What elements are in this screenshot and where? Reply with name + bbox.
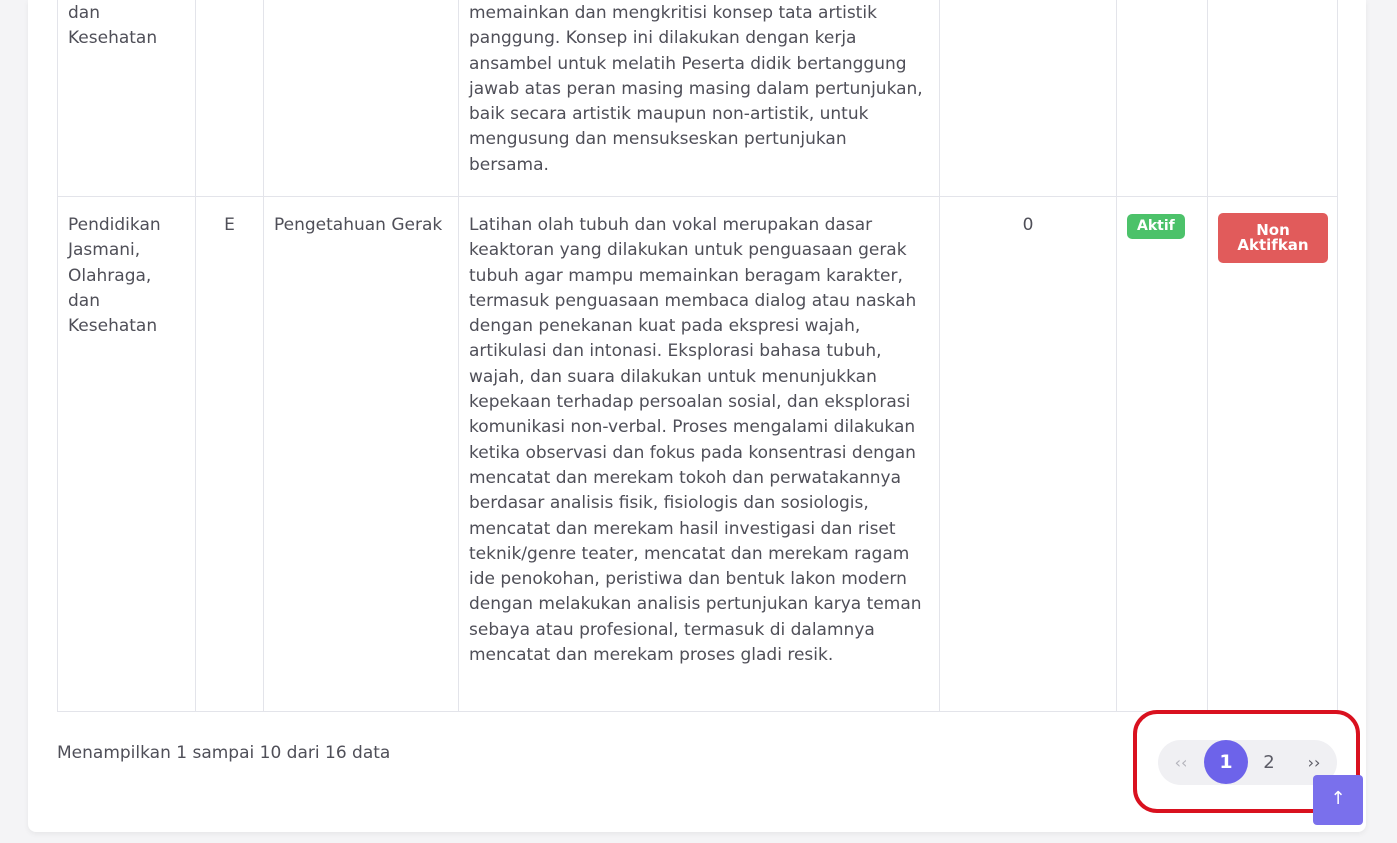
status-badge: Aktif: [1127, 214, 1185, 239]
pagination-next-button[interactable]: ››: [1307, 753, 1321, 772]
scroll-to-top-button[interactable]: [1313, 775, 1363, 825]
cell-status: [1117, 0, 1208, 197]
cell-subject: Pendidikan Jasmani, Olahraga, dan Kesehatan: [58, 197, 196, 712]
table-row: [58, 0, 1338, 197]
pagination-page-2[interactable]: 2: [1263, 752, 1275, 773]
pagination-page-1[interactable]: 1: [1204, 740, 1248, 784]
cell-count: [940, 0, 1117, 197]
pagination-prev-button[interactable]: ‹‹: [1174, 753, 1188, 772]
cell-phase: [196, 0, 264, 197]
cell-description: memainkan dan mengkritisi konsep tata artistik panggung. Konsep ini dilakukan dengan kerja ansambel untuk melatih Peserta didik bertanggung jawab atas peran masing masing dalam pertunjukan, baik secara artistik maupun non-artistik, untuk mengusung dan mensukseskan pertunjukan bersama.: [459, 0, 940, 197]
cell-status: [1117, 197, 1208, 712]
pagination-info: Menampilkan 1 sampai 10 dari 16 data: [57, 743, 391, 763]
cell-subject: dan Kesehatan: [58, 0, 196, 197]
table-row: [58, 197, 1338, 712]
cell-description: Latihan olah tubuh dan vokal merupakan dasar keaktoran yang dilakukan untuk penguasaan gerak tubuh agar mampu memainkan beragam karakter, termasuk penguasaan membaca dialog atau naskah dengan penekanan kuat pada ekspresi wajah, artikulasi dan intonasi. Eksplorasi bahasa tubuh, wajah, dan suara dilakukan untuk menunjukkan kepekaan terhadap persoalan sosial, dan eksplorasi komunikasi non-verbal. Proses mengalami dilakukan ketika observasi dan fokus pada konsentrasi dengan mencatat dan merekam tokoh dan perwatakannya berdasar analisis fisik, fisiologis dan sosiologis, mencatat dan merekam hasil investigasi dan riset teknik/genre teater, mencatat dan merekam ragam ide penokohan, peristiwa dan bentuk lakon modern dengan melakukan analisis pertunjukan karya teman sebaya atau profesional, termasuk di dalamnya mencatat dan merekam proses gladi resik.: [459, 197, 940, 712]
cell-element: [264, 0, 459, 197]
arrow-up-icon: ↑: [1330, 788, 1346, 809]
cell-action: [1208, 197, 1338, 712]
cell-phase: E: [196, 197, 264, 712]
cell-element: Pengetahuan Gerak: [264, 197, 459, 712]
data-table: [57, 0, 1338, 712]
cell-count: 0: [940, 197, 1117, 712]
cell-action: [1208, 0, 1338, 197]
deactivate-button[interactable]: Non Aktifkan: [1218, 213, 1328, 263]
